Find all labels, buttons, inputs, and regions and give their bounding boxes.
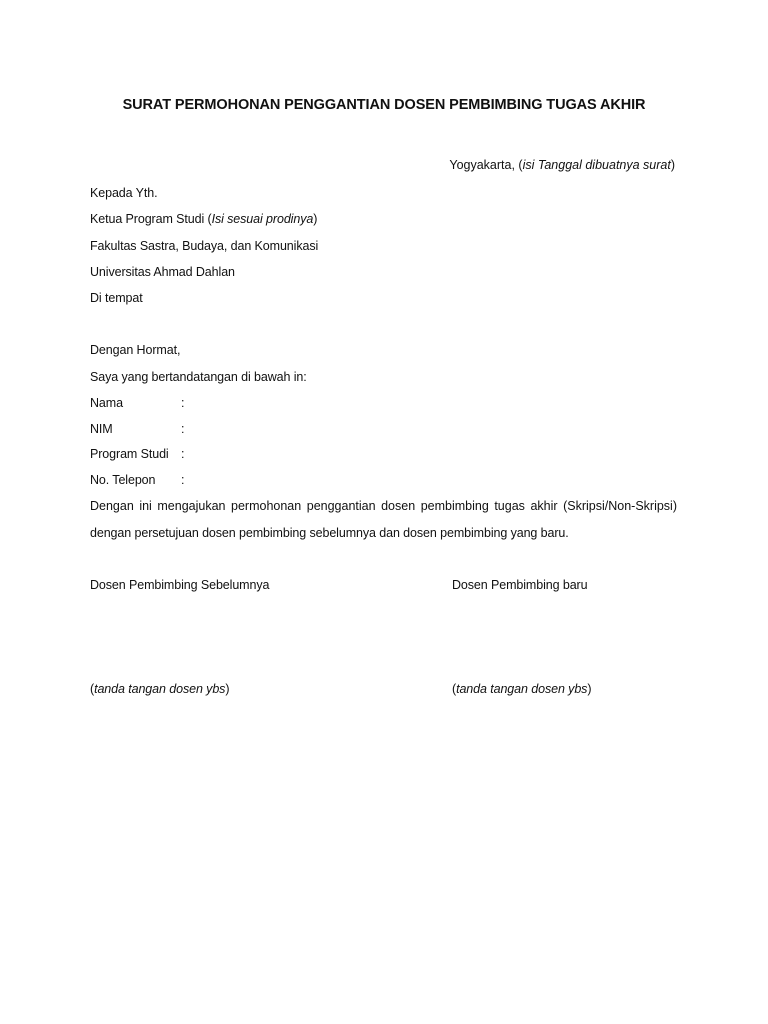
- greeting: Dengan Hormat,: [90, 343, 181, 357]
- recipient-universitas: Universitas Ahmad Dahlan: [90, 265, 235, 279]
- ketua-prefix: Ketua Program Studi (: [90, 212, 212, 226]
- signature-left-title: Dosen Pembimbing Sebelumnya: [90, 578, 270, 592]
- signature-left-placeholder: [90, 681, 229, 697]
- sign-open: (: [90, 682, 95, 696]
- recipient-kepada: Kepada Yth.: [90, 186, 158, 200]
- field-label: Nama: [90, 396, 123, 410]
- field-label: Program Studi: [90, 447, 169, 461]
- field-program-studi: [90, 446, 184, 462]
- field-colon: :: [181, 447, 185, 461]
- signature-right-placeholder: [452, 681, 591, 697]
- ketua-placeholder: Isi sesuai prodinya: [211, 212, 314, 226]
- recipient-ketua: [90, 211, 317, 227]
- field-nim: [90, 421, 184, 437]
- sign-placeholder: tanda tangan dosen ybs: [456, 682, 588, 696]
- intro-text: Saya yang bertandatangan di bawah in:: [90, 370, 307, 384]
- date-suffix: ): [670, 158, 675, 172]
- date-line: [449, 157, 675, 173]
- sign-open: (: [452, 682, 457, 696]
- letter-title: SURAT PERMOHONAN PENGGANTIAN DOSEN PEMBIMBING TUGAS AKHIR: [122, 97, 646, 113]
- body-line-2: dengan persetujuan dosen pembimbing sebelumnya dan dosen pembimbing yang baru.: [90, 526, 569, 540]
- field-colon: :: [181, 473, 185, 487]
- sign-close: ): [587, 682, 592, 696]
- recipient-tempat: Di tempat: [90, 291, 143, 305]
- field-no-telepon: [90, 472, 184, 488]
- date-prefix: Yogyakarta, (: [449, 158, 523, 172]
- sign-placeholder: tanda tangan dosen ybs: [94, 682, 226, 696]
- field-label: No. Telepon: [90, 473, 156, 487]
- field-colon: :: [181, 422, 185, 436]
- date-placeholder: isi Tanggal dibuatnya surat: [522, 158, 671, 172]
- body-line-1: Dengan ini mengajukan permohonan penggantian dosen pembimbing tugas akhir (Skripsi/Non-Skripsi): [90, 499, 677, 513]
- field-label: NIM: [90, 422, 113, 436]
- recipient-fakultas: Fakultas Sastra, Budaya, dan Komunikasi: [90, 239, 319, 253]
- ketua-suffix: ): [313, 212, 318, 226]
- field-nama: [90, 395, 184, 411]
- signature-right-title: Dosen Pembimbing baru: [452, 578, 588, 592]
- sign-close: ): [225, 682, 230, 696]
- field-colon: :: [181, 396, 185, 410]
